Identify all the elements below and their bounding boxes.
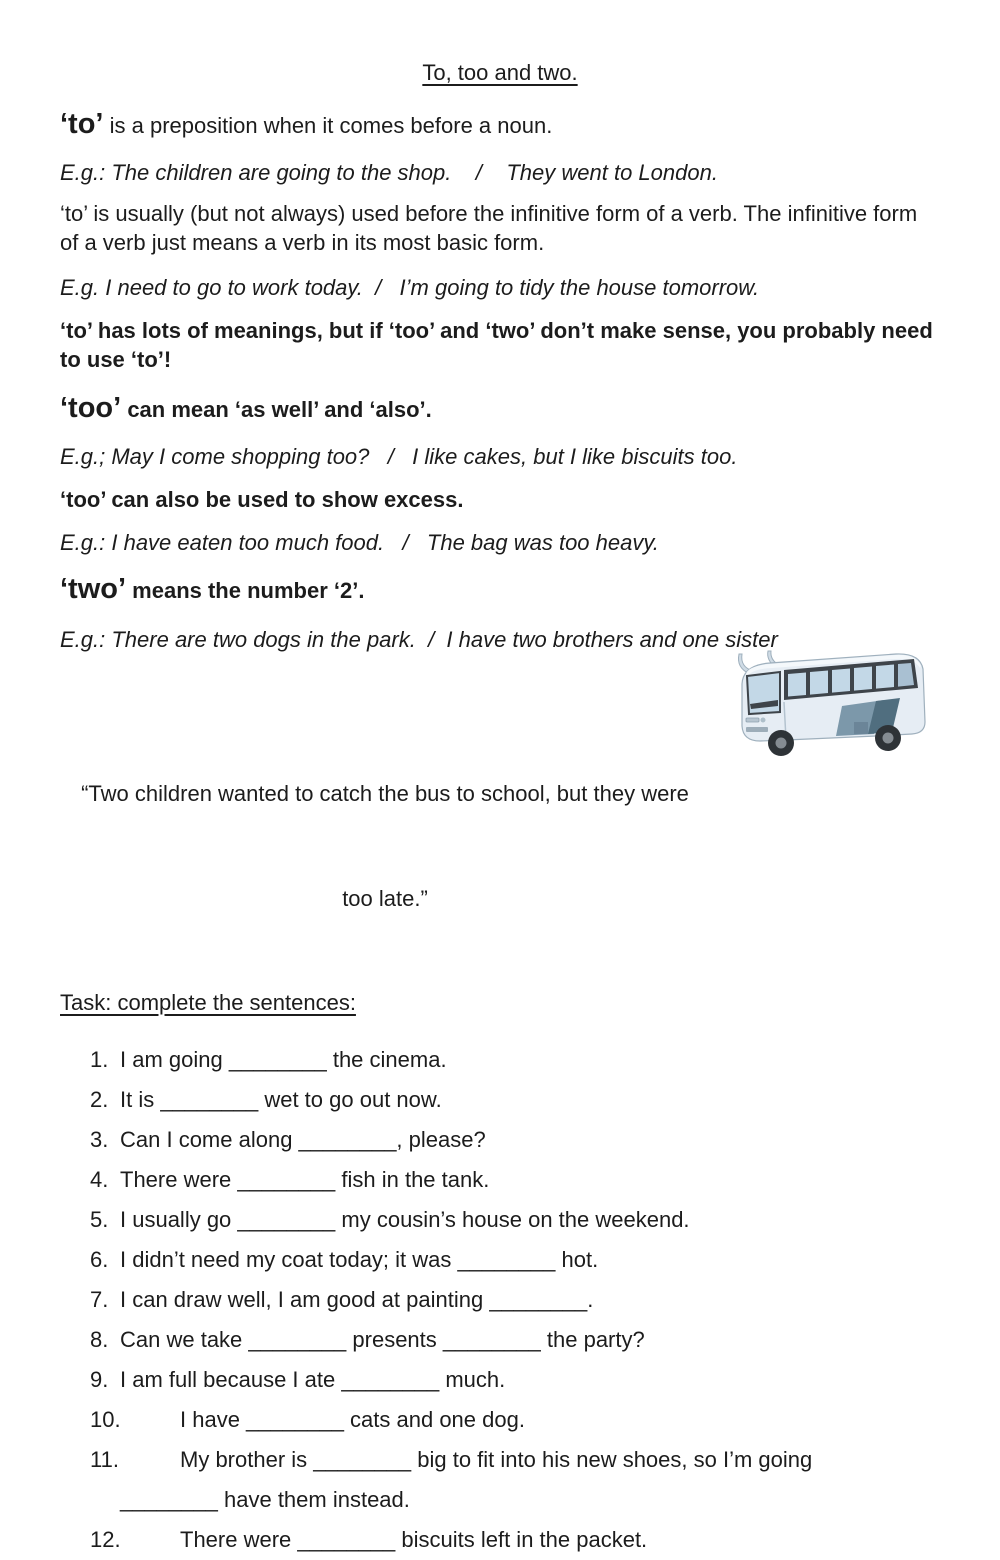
- bus-side-window: [810, 671, 828, 695]
- too-example-1: E.g.; May I come shopping too? / I like cakes, but I like biscuits too.: [60, 444, 738, 469]
- sentence-8: [90, 1320, 940, 1360]
- sentence-9: [90, 1360, 940, 1400]
- coach-bus-illustration: [726, 648, 938, 766]
- sentence-8-number: 8.: [90, 1327, 109, 1352]
- sentence-12-text: There were ________ biscuits left in the packet.: [180, 1527, 648, 1552]
- two-example-1: E.g.: There are two dogs in the park. / I have two brothers and one sister: [60, 627, 778, 652]
- to-term: ‘to’: [60, 108, 104, 140]
- sentence-list: [90, 1040, 940, 1560]
- to-definition-text: is a preposition when it comes before a noun.: [103, 113, 553, 138]
- bus-front-hub: [776, 738, 787, 749]
- sentence-7: [90, 1280, 940, 1320]
- bus-side-window: [854, 667, 872, 691]
- sentence-3-text: Can I come along ________, please?: [120, 1127, 486, 1152]
- to-definition: [60, 106, 940, 144]
- sentence-6-number: 6.: [90, 1247, 109, 1272]
- bus-side-window: [876, 665, 894, 689]
- sentence-9-text: I am full because I ate ________ much.: [120, 1367, 506, 1392]
- sentence-1-number: 1.: [90, 1047, 109, 1072]
- sentence-2: [90, 1080, 940, 1120]
- sentence-11-line2: ________ have them instead.: [120, 1487, 410, 1512]
- sentence-4-number: 4.: [90, 1167, 109, 1192]
- to-example-2: E.g. I need to go to work today. / I’m going to tidy the house tomorrow.: [60, 275, 760, 300]
- sentence-7-number: 7.: [90, 1287, 109, 1312]
- too-example-2: E.g.: I have eaten too much food. / The bag was too heavy.: [60, 530, 659, 555]
- two-term: ‘two’: [60, 573, 127, 605]
- sentence-10-number: 10.: [90, 1407, 121, 1432]
- sentence-5-number: 5.: [90, 1207, 109, 1232]
- sentence-6: [90, 1240, 940, 1280]
- bus-headlight: [746, 718, 759, 722]
- bus-rear-hub: [883, 733, 894, 744]
- too-term: ‘too’: [60, 392, 122, 424]
- to-usage-note: ‘to’ is usually (but not always) used before the infinitive form of a verb. The infinitive form of a verb just means a verb in its most basic form.: [60, 201, 924, 255]
- sentence-1-text: I am going ________ the cinema.: [120, 1047, 447, 1072]
- too-definition: [60, 390, 940, 428]
- two-definition: [60, 571, 940, 609]
- sentence-9-number: 9.: [90, 1367, 109, 1392]
- sentence-2-text: It is ________ wet to go out now.: [120, 1087, 442, 1112]
- bus-side-window: [788, 673, 806, 697]
- sentence-3: [90, 1120, 940, 1160]
- sentence-2-number: 2.: [90, 1087, 109, 1112]
- sentence-3-number: 3.: [90, 1127, 109, 1152]
- sentence-8-text: Can we take ________ presents ________ the party?: [120, 1327, 645, 1352]
- too-definition-text: can mean ‘as well’ and ‘also’.: [121, 397, 432, 422]
- sentence-10: [90, 1400, 940, 1440]
- sentence-7-text: I can draw well, I am good at painting ________.: [120, 1287, 594, 1312]
- bus-side-window: [832, 669, 850, 693]
- sentence-12-number: 12.: [90, 1527, 121, 1552]
- to-example-1: E.g.: The children are going to the shop. / They went to London.: [60, 160, 718, 185]
- to-tip: ‘to’ has lots of meanings, but if ‘too’ and ‘two’ don’t make sense, you probably need to use ‘to’!: [60, 318, 939, 372]
- sentence-11: [90, 1440, 940, 1480]
- sentence-11-text: My brother is ________ big to fit into his new shoes, so I’m going: [180, 1447, 813, 1472]
- sentence-4-text: There were ________ fish in the tank.: [120, 1167, 490, 1192]
- bus-grill: [746, 727, 768, 732]
- two-definition-text: means the number ‘2’.: [126, 578, 365, 603]
- bus-caption-line1: “Two children wanted to catch the bus to school, but they were: [81, 781, 689, 806]
- bus-caption-line2: too late.”: [342, 886, 428, 911]
- sentence-4: [90, 1160, 940, 1200]
- bus-badge: [761, 718, 766, 723]
- sentence-10-text: I have ________ cats and one dog.: [180, 1407, 525, 1432]
- page-title: To, too and two.: [422, 60, 578, 85]
- sentence-12: [90, 1520, 940, 1560]
- too-excess-note: ‘too’ can also be used to show excess.: [60, 487, 464, 512]
- sentence-5: [90, 1200, 940, 1240]
- bus-luggage-hatch: [854, 722, 868, 734]
- task-heading: Task: complete the sentences:: [60, 990, 356, 1015]
- sentence-11-number: 11.: [90, 1447, 119, 1472]
- bus-caption: [60, 706, 710, 986]
- sentence-1: [90, 1040, 940, 1080]
- sentence-6-text: I didn’t need my coat today; it was ________ hot.: [120, 1247, 599, 1272]
- sentence-5-text: I usually go ________ my cousin’s house on the weekend.: [120, 1207, 690, 1232]
